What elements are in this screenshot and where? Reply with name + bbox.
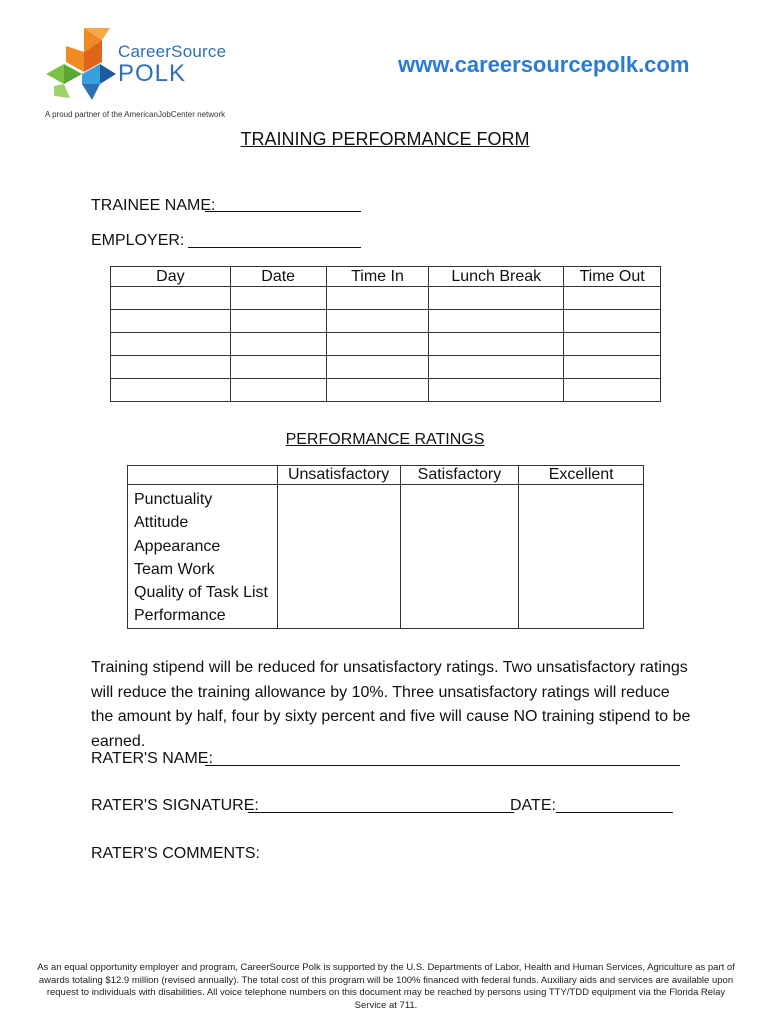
- table-cell[interactable]: [429, 287, 564, 310]
- website-url[interactable]: www.careersourcepolk.com: [398, 52, 690, 77]
- col-header-time-out: Time Out: [564, 267, 661, 287]
- table-cell[interactable]: [326, 333, 429, 356]
- table-row: [111, 287, 661, 310]
- col-header-lunch-break: Lunch Break: [429, 267, 564, 287]
- table-cell[interactable]: [564, 379, 661, 402]
- brand-name-bottom: POLK: [118, 60, 187, 87]
- table-row: [111, 356, 661, 379]
- eeo-footer-text: As an equal opportunity employer and program, CareerSource Polk is supported by the U.S. Departments of Labor, Health and Human Services, Agriculture as part of awards totaling $12.9 million (revised annually). The total cost of this program will be 100% financed with federal funds. Auxiliary aids and services are available upon request to individuals with disabilities. All voice telephone numbers on this document may be reached by persons using TTY/TDD equipment via the Florida Relay Service at 711.: [37, 962, 735, 1011]
- criterion-team-work: Team Work: [134, 560, 215, 578]
- table-cell[interactable]: [326, 310, 429, 333]
- table-cell[interactable]: [111, 287, 231, 310]
- rater-name-label: RATER'S NAME:: [91, 750, 213, 767]
- table-cell[interactable]: [429, 379, 564, 402]
- table-row: [111, 333, 661, 356]
- table-cell[interactable]: [230, 356, 326, 379]
- ratings-corner-cell: [128, 466, 278, 485]
- form-title: TRAINING PERFORMANCE FORM: [240, 129, 530, 149]
- col-header-day: Day: [111, 267, 231, 287]
- satisfactory-cell[interactable]: [400, 485, 519, 629]
- table-cell[interactable]: [230, 379, 326, 402]
- unsatisfactory-cell[interactable]: [277, 485, 400, 629]
- attendance-table: [110, 266, 661, 402]
- criteria-list: [128, 485, 278, 629]
- trainee-name-label: TRAINEE NAME:: [91, 197, 216, 214]
- excellent-cell[interactable]: [519, 485, 644, 629]
- table-cell[interactable]: [230, 333, 326, 356]
- partner-tagline: A proud partner of the AmericanJobCenter network: [45, 110, 226, 119]
- criterion-appearance: Appearance: [134, 537, 221, 555]
- table-cell[interactable]: [564, 333, 661, 356]
- table-cell[interactable]: [429, 333, 564, 356]
- table-cell[interactable]: [564, 287, 661, 310]
- table-cell[interactable]: [111, 333, 231, 356]
- table-row: [111, 379, 661, 402]
- table-cell[interactable]: [111, 356, 231, 379]
- table-cell[interactable]: [326, 287, 429, 310]
- trainee-name-line[interactable]: [205, 211, 361, 212]
- criterion-punctuality: Punctuality: [134, 491, 213, 508]
- rater-name-line[interactable]: [205, 765, 680, 766]
- table-cell[interactable]: [111, 310, 231, 333]
- table-cell[interactable]: [111, 379, 231, 402]
- employer-label: EMPLOYER:: [91, 232, 185, 249]
- col-header-date: Date: [230, 267, 326, 287]
- table-cell[interactable]: [230, 287, 326, 310]
- brand-name-top: CareerSource: [118, 42, 227, 61]
- col-header-time-in: Time In: [326, 267, 429, 287]
- ratings-body-row: [128, 485, 644, 629]
- criterion-performance: Performance: [134, 607, 226, 625]
- ratings-header-row: [128, 466, 644, 485]
- ratings-table: [127, 465, 644, 629]
- date-label: DATE:: [510, 797, 556, 814]
- table-cell[interactable]: [326, 356, 429, 379]
- col-header-excellent: Excellent: [519, 466, 644, 485]
- table-cell[interactable]: [326, 379, 429, 402]
- table-cell[interactable]: [564, 356, 661, 379]
- table-row: [111, 310, 661, 333]
- rater-comments-label: RATER'S COMMENTS:: [91, 845, 260, 862]
- table-cell[interactable]: [429, 310, 564, 333]
- date-line[interactable]: ______________: [556, 797, 673, 814]
- attendance-header-row: [111, 267, 661, 287]
- criterion-attitude: Attitude: [134, 514, 189, 532]
- rater-signature-label: RATER'S SIGNATURE:: [91, 797, 259, 814]
- col-header-satisfactory: Satisfactory: [400, 466, 519, 485]
- employer-line[interactable]: [188, 247, 361, 248]
- col-header-unsatisfactory: Unsatisfactory: [277, 466, 400, 485]
- table-cell[interactable]: [230, 310, 326, 333]
- criterion-quality-of-task-list: Quality of Task List: [134, 584, 268, 602]
- stipend-policy-text: Training stipend will be reduced for unsatisfactory ratings. Two unsatisfactory ratings will reduce the training allowance by 10%. Three unsatisfactory ratings will reduce the amount by half, four by sixty percent and five will cause NO training stipend to be earned.: [91, 659, 691, 750]
- rater-signature-line[interactable]: ________________________________: [248, 797, 514, 814]
- table-cell[interactable]: [429, 356, 564, 379]
- table-cell[interactable]: [564, 310, 661, 333]
- performance-ratings-title: PERFORMANCE RATINGS: [285, 431, 485, 448]
